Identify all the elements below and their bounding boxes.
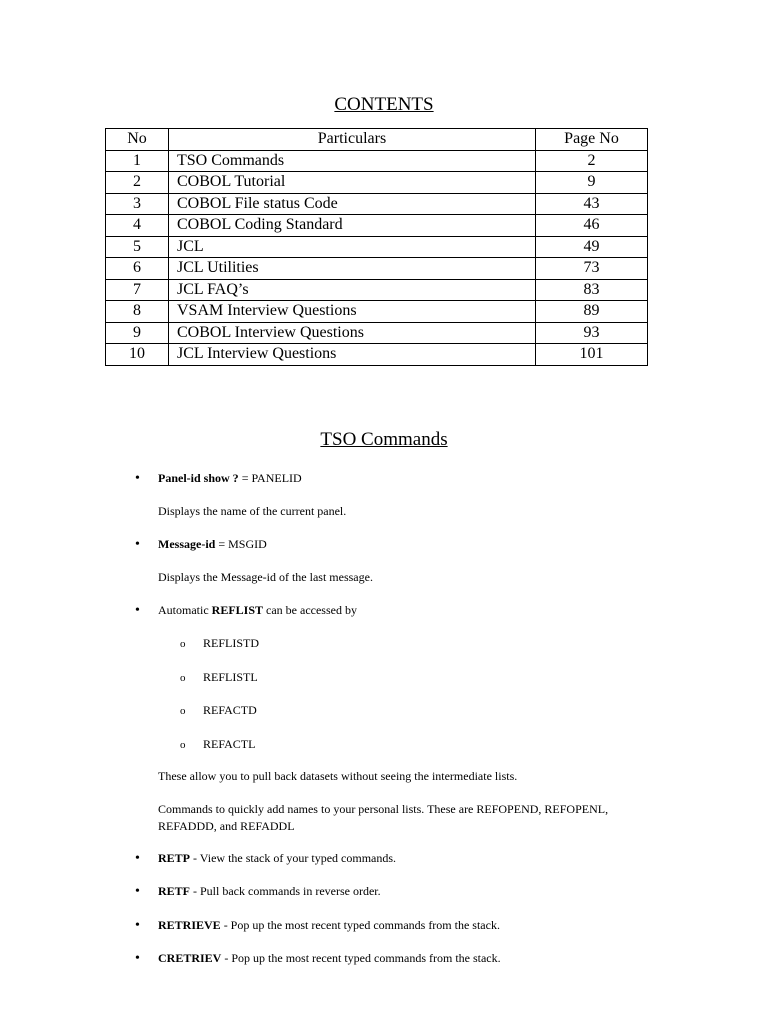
table-row (106, 236, 648, 258)
row-page: 73 (536, 258, 648, 280)
command-name: RETF (158, 884, 191, 898)
command-text: - Pop up the most recent typed commands from the stack. (221, 951, 501, 965)
row-no: 1 (106, 150, 169, 172)
row-page: 49 (536, 236, 648, 258)
list-item (158, 850, 396, 867)
list-item (158, 917, 500, 934)
sub-list-item: REFACTL (203, 737, 256, 751)
row-particulars: COBOL Coding Standard (169, 215, 536, 237)
row-no: 8 (106, 301, 169, 323)
row-page: 2 (536, 150, 648, 172)
row-page: 89 (536, 301, 648, 323)
sub-bullet-icon: o (180, 705, 186, 717)
header-no: No (106, 129, 169, 151)
sub-list-item: REFLISTL (203, 670, 258, 684)
bullet-icon: • (135, 471, 140, 486)
command-prefix: Automatic (158, 603, 212, 617)
list-item (158, 950, 501, 967)
row-page: 46 (536, 215, 648, 237)
table-row (106, 193, 648, 215)
row-page: 83 (536, 279, 648, 301)
list-item (158, 536, 267, 553)
list-item (158, 883, 381, 900)
row-no: 10 (106, 344, 169, 366)
header-particulars: Particulars (169, 129, 536, 151)
command-text: - Pop up the most recent typed commands from the stack. (220, 918, 500, 932)
tso-section-title: TSO Commands (320, 429, 448, 450)
command-name: Message-id (158, 537, 216, 551)
sub-bullet-icon: o (180, 638, 186, 650)
contents-table (105, 128, 648, 366)
table-row (106, 215, 648, 237)
table-row (106, 344, 648, 366)
table-row (106, 322, 648, 344)
item-description: Displays the Message-id of the last message. (158, 570, 373, 584)
list-item (158, 470, 302, 487)
sub-list-item: REFLISTD (203, 636, 260, 650)
row-page: 43 (536, 193, 648, 215)
command-text: = MSGID (215, 537, 267, 551)
table-row (106, 172, 648, 194)
row-no: 3 (106, 193, 169, 215)
list-item (158, 602, 357, 619)
row-no: 6 (106, 258, 169, 280)
row-no: 2 (106, 172, 169, 194)
row-no: 4 (106, 215, 169, 237)
row-particulars: COBOL Tutorial (169, 172, 536, 194)
row-no: 7 (106, 279, 169, 301)
command-name: RETP (158, 851, 191, 865)
contents-title: CONTENTS (334, 94, 434, 115)
item-description: Displays the name of the current panel. (158, 504, 347, 518)
row-page: 9 (536, 172, 648, 194)
header-page-no: Page No (536, 129, 648, 151)
sub-list-item: REFACTD (203, 703, 257, 717)
row-particulars: JCL (169, 236, 536, 258)
command-text: can be accessed by (263, 603, 357, 617)
command-text: = PANELID (238, 471, 302, 485)
table-header-row (106, 129, 648, 151)
bullet-icon: • (135, 951, 140, 966)
sub-bullet-icon: o (180, 672, 186, 684)
command-text: - Pull back commands in reverse order. (190, 884, 381, 898)
table-row (106, 150, 648, 172)
row-particulars: VSAM Interview Questions (169, 301, 536, 323)
bullet-icon: • (135, 603, 140, 618)
row-page: 101 (536, 344, 648, 366)
bullet-icon: • (135, 537, 140, 552)
table-row (106, 258, 648, 280)
row-no: 9 (106, 322, 169, 344)
item-note: These allow you to pull back datasets without seeing the intermediate lists. (158, 769, 518, 783)
command-name: CRETRIEV (158, 951, 222, 965)
table-row (106, 301, 648, 323)
bullet-icon: • (135, 918, 140, 933)
row-particulars: JCL FAQ’s (169, 279, 536, 301)
row-no: 5 (106, 236, 169, 258)
bullet-icon: • (135, 851, 140, 866)
command-name: RETRIEVE (158, 918, 221, 932)
item-note: REFADDD, and REFADDL (158, 819, 295, 833)
row-page: 93 (536, 322, 648, 344)
bullet-icon: • (135, 884, 140, 899)
row-particulars: TSO Commands (169, 150, 536, 172)
command-name: Panel-id show ? (158, 471, 239, 485)
row-particulars: COBOL File status Code (169, 193, 536, 215)
table-row (106, 279, 648, 301)
command-text: - View the stack of your typed commands. (190, 851, 397, 865)
sub-bullet-icon: o (180, 739, 186, 751)
row-particulars: JCL Interview Questions (169, 344, 536, 366)
row-particulars: COBOL Interview Questions (169, 322, 536, 344)
command-name: REFLIST (211, 603, 264, 617)
row-particulars: JCL Utilities (169, 258, 536, 280)
item-note: Commands to quickly add names to your personal lists. These are REFOPEND, REFOPENL, (158, 802, 609, 816)
